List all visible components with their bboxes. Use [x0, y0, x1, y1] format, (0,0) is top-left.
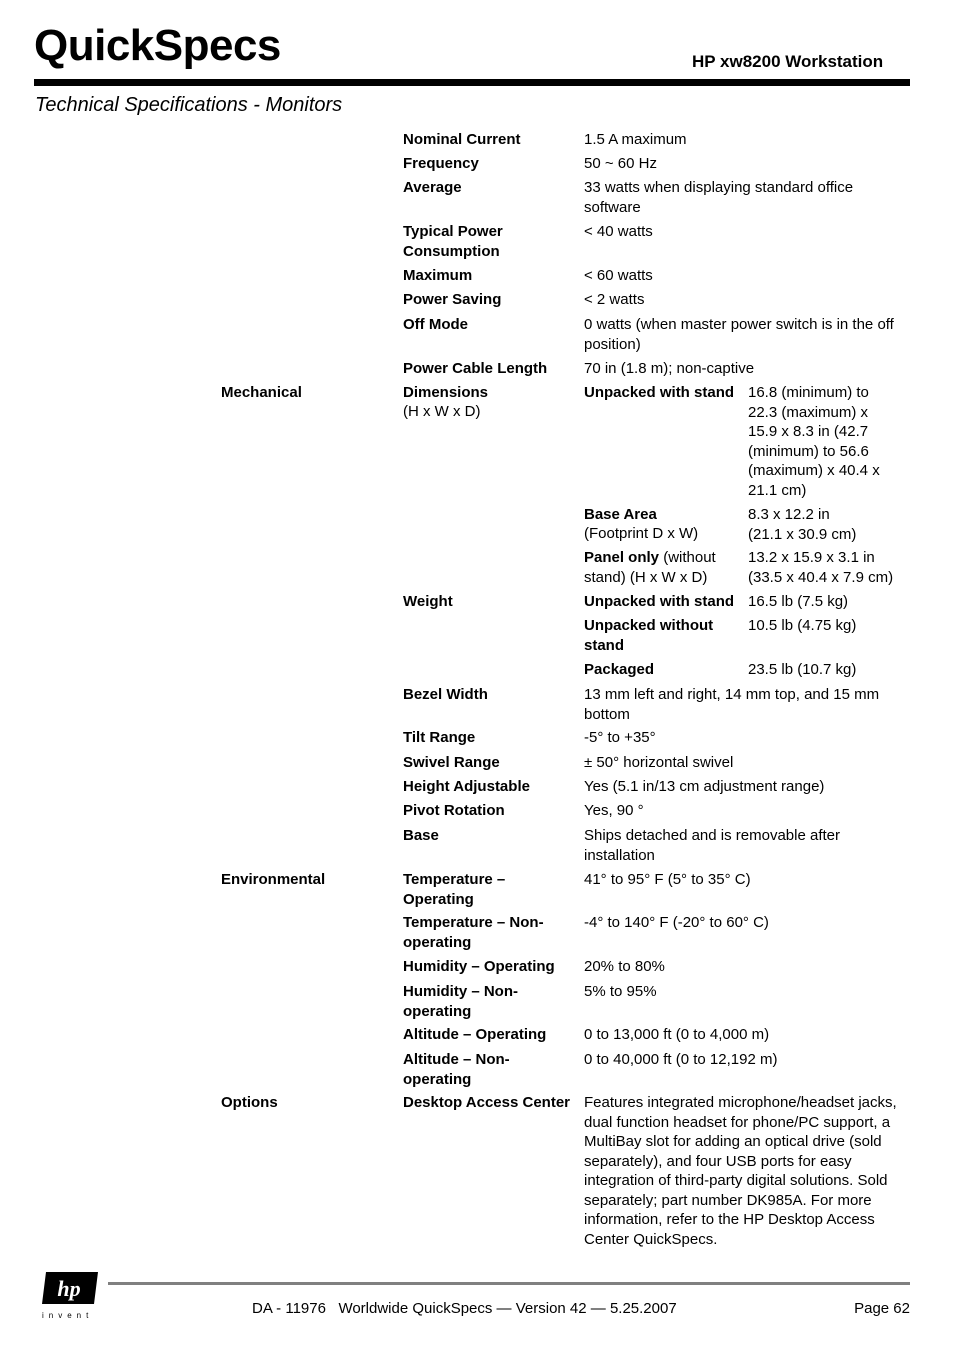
spec-value-temp-nonoperating: -4° to 140° F (-20° to 60° C)	[584, 914, 769, 931]
hp-logo-text: hp	[57, 1276, 81, 1301]
spec-label-power-saving: Power Saving	[403, 291, 502, 308]
spec-value-altitude-nonoperating: 0 to 40,000 ft (0 to 12,192 m)	[584, 1051, 778, 1068]
footer-doc-info: DA - 11976 Worldwide QuickSpecs — Version 42 — 5.25.2007	[252, 1300, 677, 1317]
subspec-value-panel-only: 13.2 x 15.9 x 3.1 in (33.5 x 40.4 x 7.9 cm)	[748, 549, 894, 586]
spec-label-power-cable: Power Cable Length	[403, 360, 548, 377]
hp-logo	[40, 1270, 100, 1306]
spec-value-height-adjustable: Yes (5.1 in/13 cm adjustment range)	[584, 778, 825, 795]
spec-value-humidity-nonoperating: 5% to 95%	[584, 983, 657, 1000]
subspec-label-weight-unpacked: Unpacked with stand	[584, 593, 735, 610]
category-options: Options	[221, 1094, 278, 1111]
spec-label-temp-operating: Temperature – Operating	[403, 871, 506, 908]
spec-value-swivel-range: ± 50° horizontal swivel	[584, 754, 734, 771]
spec-value-frequency: 50 ~ 60 Hz	[584, 155, 657, 172]
panel-only-bold: Panel only	[584, 549, 660, 566]
spec-label-typical-power: Typical Power Consumption	[403, 223, 503, 260]
page-title: QuickSpecs	[34, 21, 281, 70]
spec-value-typical-power: < 40 watts	[584, 223, 653, 240]
spec-label-humidity-operating: Humidity – Operating	[403, 958, 555, 975]
spec-label-maximum: Maximum	[403, 267, 473, 284]
spec-label-frequency: Frequency	[403, 155, 479, 172]
spec-label-desktop-access-center: Desktop Access Center	[403, 1094, 571, 1111]
subspec-label-weight-packaged: Packaged	[584, 661, 655, 678]
product-model: HP xw8200 Workstation	[692, 52, 884, 71]
footer-rule	[108, 1282, 910, 1285]
subspec-value-base-area: 8.3 x 12.2 in (21.1 x 30.9 cm)	[748, 506, 857, 543]
spec-value-nominal-current: 1.5 A maximum	[584, 131, 687, 148]
spec-value-base: Ships detached and is removable after installation	[584, 827, 840, 864]
category-mechanical: Mechanical	[221, 384, 302, 401]
spec-label-weight: Weight	[403, 593, 453, 610]
spec-value-humidity-operating: 20% to 80%	[584, 958, 665, 975]
section-title: Technical Specifications - Monitors	[35, 94, 343, 116]
subspec-value-weight-packaged: 23.5 lb (10.7 kg)	[748, 661, 857, 678]
spec-label-off-mode: Off Mode	[403, 316, 468, 333]
spec-label-swivel-range: Swivel Range	[403, 754, 500, 771]
spec-label-height-adjustable: Height Adjustable	[403, 778, 530, 795]
spec-label-altitude-nonoperating: Altitude – Non-operating	[403, 1051, 510, 1088]
subspec-label-weight-without-stand: Unpacked without stand	[584, 617, 714, 654]
spec-value-tilt-range: -5° to +35°	[584, 729, 656, 746]
spec-value-desktop-access-center: Features integrated microphone/headset jacks, dual function headset for phone/PC support, a MultiBay slot for adding an optical drive (sold separately), and four USB ports for easy integration of third-party digital solutions. Sold separately; part number DK985A. For more information, refer to the HP Desktop Access Center QuickSpecs.	[584, 1094, 897, 1248]
spec-label-temp-nonoperating: Temperature – Non-operating	[403, 914, 544, 951]
subspec-label-unpacked-with-stand: Unpacked with stand	[584, 384, 735, 401]
spec-label-humidity-nonoperating: Humidity – Non-operating	[403, 983, 518, 1020]
spec-value-pivot-rotation: Yes, 90 °	[584, 802, 644, 819]
spec-value-maximum: < 60 watts	[584, 267, 653, 284]
subspec-label-base-area: Base Area	[584, 506, 657, 523]
spec-label-dimensions: Dimensions	[403, 384, 489, 401]
spec-value-power-saving: < 2 watts	[584, 291, 645, 308]
panel-only-rest: (without stand) (H x W x D)	[584, 549, 716, 586]
spec-value-power-cable: 70 in (1.8 m); non-captive	[584, 360, 755, 377]
spec-value-off-mode: 0 watts (when master power switch is in the off position)	[584, 316, 894, 353]
subspec-value-weight-without-stand: 10.5 lb (4.75 kg)	[748, 617, 857, 634]
spec-label-base: Base	[403, 827, 439, 844]
subspec-label-panel-only	[584, 548, 736, 587]
subspec-value-weight-unpacked: 16.5 lb (7.5 kg)	[748, 593, 849, 610]
spec-label-altitude-operating: Altitude – Operating	[403, 1026, 547, 1043]
spec-value-temp-operating: 41° to 95° F (5° to 35° C)	[584, 871, 751, 888]
category-environmental: Environmental	[221, 871, 326, 888]
spec-value-average: 33 watts when displaying standard office software	[584, 179, 854, 216]
page-number: Page 62	[854, 1300, 910, 1317]
spec-value-altitude-operating: 0 to 13,000 ft (0 to 4,000 m)	[584, 1026, 770, 1043]
spec-label-tilt-range: Tilt Range	[403, 729, 476, 746]
spec-label-pivot-rotation: Pivot Rotation	[403, 802, 505, 819]
spec-label-bezel-width: Bezel Width	[403, 686, 488, 703]
spec-label-dimensions-sub: (H x W x D)	[403, 403, 481, 420]
spec-label-average: Average	[403, 179, 462, 196]
spec-value-bezel-width: 13 mm left and right, 14 mm top, and 15 mm bottom	[584, 686, 880, 723]
header-rule	[34, 79, 910, 86]
logo-tagline: invent	[42, 1311, 94, 1320]
subspec-value-unpacked-dimensions: 16.8 (minimum) to 22.3 (maximum) x 15.9 x 8.3 in (42.7 (minimum) to 56.6 (maximum) x 40.4 x 21.1 cm)	[748, 384, 880, 499]
spec-label-nominal-current: Nominal Current	[403, 131, 521, 148]
subspec-label-base-area-sub: (Footprint D x W)	[584, 525, 699, 542]
